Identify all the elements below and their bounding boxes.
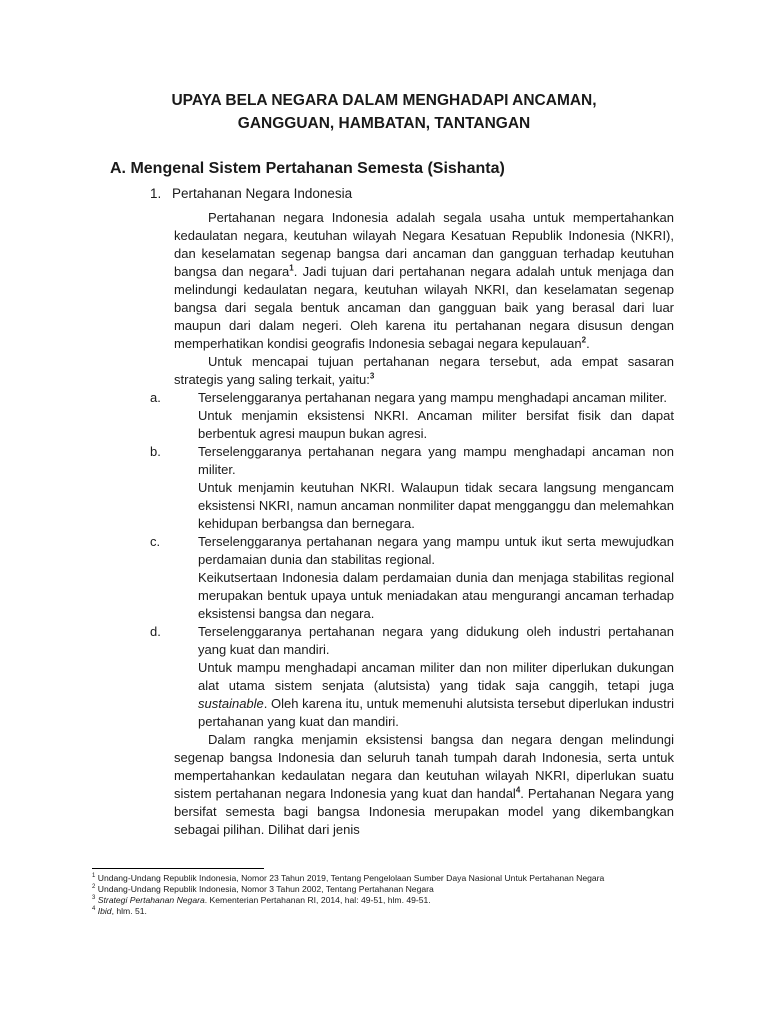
footnote-ref-4: 4	[515, 785, 521, 795]
footnote-ref-3: 3	[369, 371, 375, 381]
list-item-detail: Keikutsertaan Indonesia dalam perdamaian dunia dan menjaga stabilitas regional merupakan bentuk upaya untuk meniadakan atau mengurangi ancaman terhadap eksistensi bangsa dan negara.	[198, 570, 674, 621]
footnote-ref-1: 1	[289, 263, 294, 273]
subsection-heading	[150, 186, 352, 201]
list-item-title: Terselenggaranya pertahanan negara yang mampu untuk ikut serta mewujudkan perdamaian dunia dan stabilitas regional.	[198, 534, 674, 567]
list-item-title: Terselenggaranya pertahanan negara yang mampu menghadapi ancaman non militer.	[198, 444, 674, 477]
subsection-number: 1.	[150, 186, 162, 201]
footnote: $^1$ Undang-Undang Republik Indonesia, Nomor 23 Tahun 2019, Tentang Pengelolaan Sumber Daya Nasional Untuk Pertahanan Negara	[92, 873, 605, 883]
section-heading: A. Mengenal Sistem Pertahanan Semesta (Sishanta)	[110, 160, 505, 177]
list-marker: c.	[150, 534, 161, 549]
list-marker: a.	[150, 390, 161, 405]
list-item-title: Terselenggaranya pertahanan negara yang mampu menghadapi ancaman militer.	[198, 390, 668, 405]
footnote: $^2$ Undang-Undang Republik Indonesia, Nomor 3 Tahun 2002, Tentang Pertahanan Negara	[92, 884, 434, 894]
document-body	[150, 209, 674, 839]
list-item	[150, 533, 674, 623]
list-item	[150, 623, 674, 731]
document-title	[0, 89, 768, 135]
footnote: $^4$ Ibid, hlm. 51.	[92, 906, 147, 916]
list-marker: d.	[150, 624, 161, 639]
paragraph-2: Untuk mencapai tujuan pertahanan negara tersebut, ada empat sasaran strategis yang saling terkait, yaitu:$^3$	[174, 354, 674, 387]
footnote-separator	[92, 868, 264, 869]
paragraph-1: Pertahanan negara Indonesia adalah segala usaha untuk mempertahankan kedaulatan negara, keutuhan wilayah Negara Kesatuan Republik Indonesia (NKRI), dan keselamatan segenap bangsa dari ancaman dan gangguan terhadap keutuhan bangsa dan negara$^1$. Jadi tujuan dari pertahanan negara adalah untuk menjaga dan melindungi kedaulatan negara, keutuhan wilayah NKRI, dan keselamatan segenap bangsa dari segala bentuk ancaman dan gangguan baik yang berasal dari luar maupun dari dalam negeri. Oleh karena itu pertahanan negara disusun dengan memperhatikan kondisi geografis Indonesia sebagai negara kepulauan$^2$.	[174, 210, 674, 351]
list-item	[150, 389, 674, 443]
subsection-title: Pertahanan Negara Indonesia	[172, 186, 353, 201]
list-item-title: Terselenggaranya pertahanan negara yang didukung oleh industri pertahanan yang kuat dan mandiri.	[198, 624, 674, 657]
list-marker: b.	[150, 444, 161, 459]
list-item	[150, 443, 674, 533]
paragraph-3: Dalam rangka menjamin eksistensi bangsa dan negara dengan melindungi segenap bangsa Indonesia dan seluruh tanah tumpah darah Indonesia, serta untuk mempertahankan kedaulatan negara dan keutuhan wilayah NKRI, diperlukan suatu sistem pertahanan negara Indonesia yang kuat dan handal$^4$. Pertahanan Negara yang bersifat semesta bagi bangsa Indonesia merupakan model yang dikembangkan sebagai pilihan. Dilihat dari jenis	[174, 732, 674, 837]
footnotes	[92, 873, 692, 917]
footnote: $^3$ Strategi Pertahanan Negara. Kementerian Pertahanan RI, 2014, hal: 49-51, hlm. 49-51.	[92, 895, 431, 905]
footnote-ref-2: 2	[581, 335, 587, 345]
list-item-detail: Untuk mampu menghadapi ancaman militer dan non militer diperlukan dukungan alat utama sistem senjata (alutsista) yang tidak saja canggih, tetapi juga sustainable. Oleh karena itu, untuk memenuhi alutsista tersebut diperlukan industri pertahanan yang kuat dan mandiri.	[198, 660, 674, 729]
title-line-1: UPAYA BELA NEGARA DALAM MENGHADAPI ANCAMAN,	[171, 92, 597, 109]
list-item-detail: Untuk menjamin eksistensi NKRI. Ancaman militer bersifat fisik dan dapat berbentuk agresi maupun bukan agresi.	[198, 408, 674, 441]
title-line-2: GANGGUAN, HAMBATAN, TANTANGAN	[237, 115, 531, 132]
list-item-detail: Untuk menjamin keutuhan NKRI. Walaupun tidak secara langsung mengancam eksistensi NKRI, namun ancaman nonmiliter dapat mengganggu dan melemahkan kehidupan berbangsa dan bernegara.	[198, 480, 674, 531]
